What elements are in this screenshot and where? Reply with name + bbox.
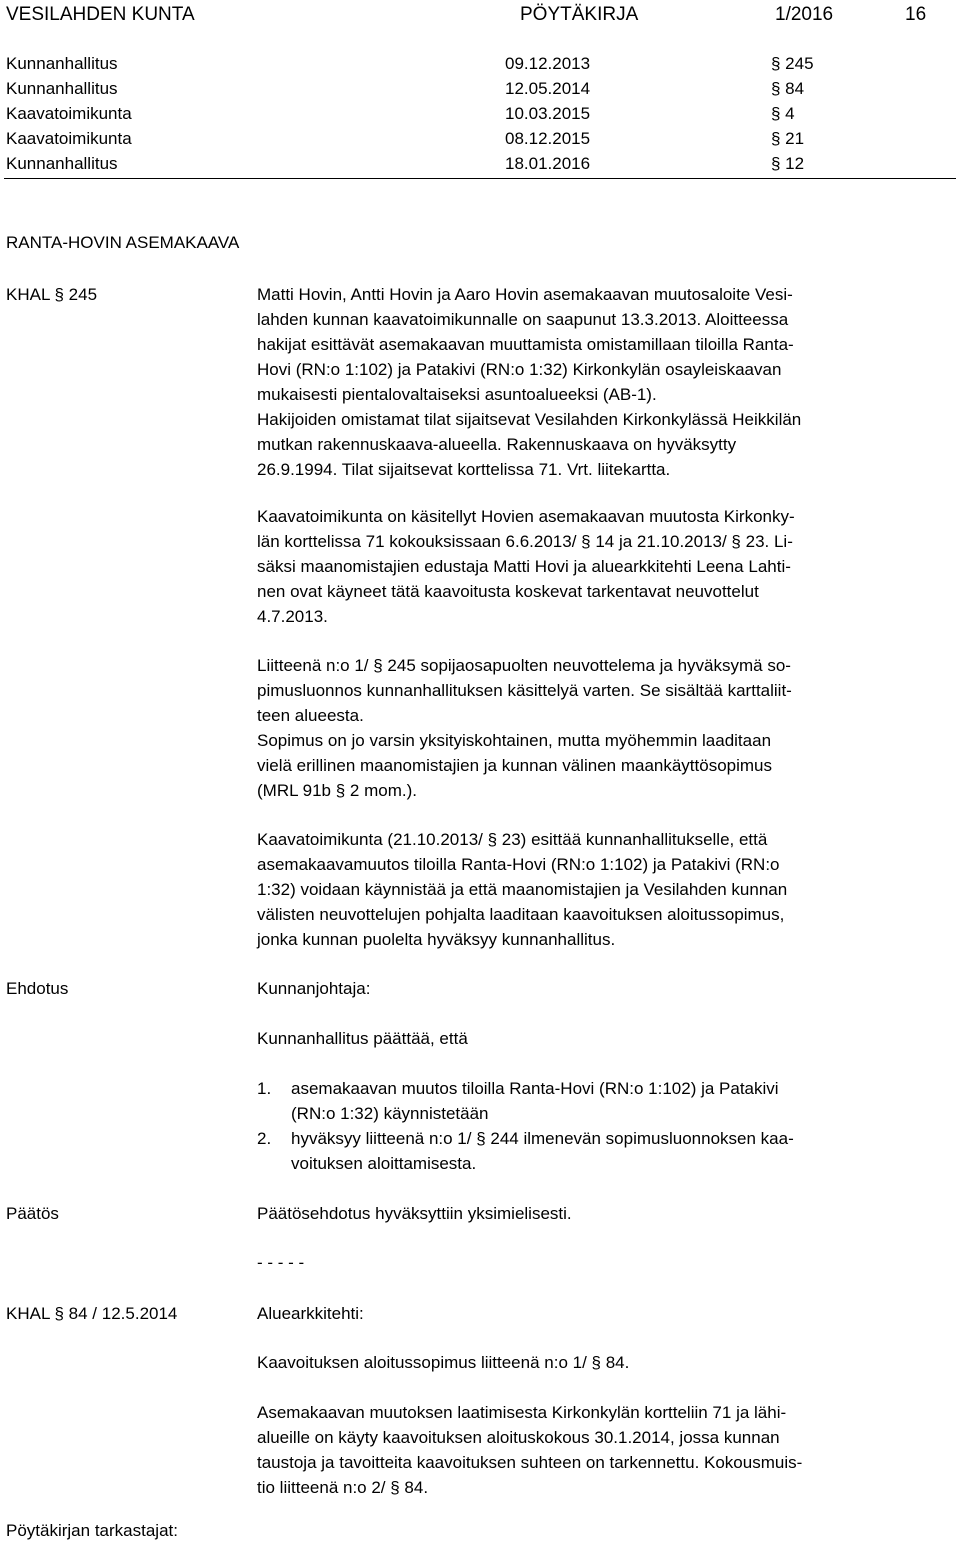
ehdotus-list bbox=[257, 1076, 957, 1176]
khal-245-paragraph-4 bbox=[257, 827, 957, 952]
text-line: 4.7.2013. bbox=[257, 607, 328, 626]
meeting-paragraph: § 21 bbox=[771, 129, 805, 148]
text-line: 26.9.1994. Tilat sijaitsevat korttelissa 71. Vrt. liitekartta. bbox=[257, 460, 671, 479]
issue-number: 1/2016 bbox=[775, 4, 834, 25]
meeting-body: Kunnanhallitus bbox=[6, 54, 118, 73]
text-line: asemakaavamuutos tiloilla Ranta-Hovi (RN:o 1:102) ja Patakivi (RN:o bbox=[257, 855, 780, 874]
meeting-row bbox=[6, 126, 906, 151]
text-line: hyväksyy liitteenä n:o 1/ § 244 ilmenevän sopimusluonnoksen kaa- bbox=[291, 1129, 794, 1148]
doc-type: PÖYTÄKIRJA bbox=[520, 4, 639, 25]
meeting-body: Kaavatoimikunta bbox=[6, 129, 132, 148]
list-item bbox=[257, 1126, 957, 1176]
header-divider bbox=[4, 178, 956, 179]
khal-245-paragraph-3 bbox=[257, 653, 957, 803]
text-line: jonka kunnan puolelta hyväksyy kunnanhallitus. bbox=[257, 930, 616, 949]
meeting-row bbox=[6, 76, 906, 101]
text-line: alueille on käyty kaavoituksen aloituskokous 30.1.2014, jossa kunnan bbox=[257, 1428, 780, 1447]
meeting-paragraph: § 84 bbox=[771, 79, 805, 98]
list-item-number: 1. bbox=[257, 1079, 272, 1098]
text-line: Kaavatoimikunta (21.10.2013/ § 23) esittää kunnanhallitukselle, että bbox=[257, 830, 768, 849]
section-separator: - - - - - bbox=[257, 1253, 305, 1272]
meeting-body: Kunnanhallitus bbox=[6, 154, 118, 173]
text-line: Kaavatoimikunta on käsitellyt Hovien asemakaavan muutosta Kirkonky- bbox=[257, 507, 795, 526]
page-number: 16 bbox=[905, 4, 927, 25]
text-line: Matti Hovin, Antti Hovin ja Aaro Hovin asemakaavan muutosaloite Vesi- bbox=[257, 285, 793, 304]
text-line: säksi maanomistajien edustaja Matti Hovi ja aluearkkitehti Leena Lahti- bbox=[257, 557, 791, 576]
text-line: asemakaavan muutos tiloilla Ranta-Hovi (RN:o 1:102) ja Patakivi bbox=[291, 1079, 779, 1098]
text-line: län korttelissa 71 kokouksissaan 6.6.2013/ § 14 ja 21.10.2013/ § 23. Li- bbox=[257, 532, 793, 551]
meeting-body: Kunnanhallitus bbox=[6, 79, 118, 98]
text-line: lahden kunnan kaavatoimikunnalle on saapunut 13.3.2013. Aloitteessa bbox=[257, 310, 789, 329]
ehdotus-intro: Kunnanhallitus päättää, että bbox=[257, 1029, 468, 1048]
section-label-ehdotus: Ehdotus bbox=[6, 979, 69, 998]
meeting-paragraph: § 12 bbox=[771, 154, 805, 173]
section-label-paatos: Päätös bbox=[6, 1204, 59, 1223]
section-label-khal-245: KHAL § 245 bbox=[6, 285, 98, 304]
text-line: mukaisesti pientalovaltaiseksi asuntoalueeksi (AB-1). bbox=[257, 385, 657, 404]
text-line: vielä erillinen maanomistajien ja kunnan välinen maankäyttösopimus bbox=[257, 756, 773, 775]
text-line: voituksen aloittamisesta. bbox=[291, 1154, 477, 1173]
text-line: mutkan rakennuskaava-alueella. Rakennuskaava on hyväksytty bbox=[257, 435, 737, 454]
text-line: 1:32) voidaan käynnistää ja että maanomistajien ja Vesilahden kunnan bbox=[257, 880, 788, 899]
list-item-number: 2. bbox=[257, 1129, 272, 1148]
paatos-text: Päätösehdotus hyväksyttiin yksimielisesti. bbox=[257, 1204, 572, 1223]
meeting-date: 12.05.2014 bbox=[505, 79, 591, 98]
khal-84-paragraph-2 bbox=[257, 1400, 957, 1500]
text-line: Hovi (RN:o 1:102) ja Patakivi (RN:o 1:32) Kirkonkylän osayleiskaavan bbox=[257, 360, 782, 379]
text-line: tio liitteenä n:o 2/ § 84. bbox=[257, 1478, 429, 1497]
meeting-body: Kaavatoimikunta bbox=[6, 104, 132, 123]
text-line: Hakijoiden omistamat tilat sijaitsevat Vesilahden Kirkonkylässä Heikkilän bbox=[257, 410, 802, 429]
text-line: välisten neuvottelujen pohjalta laaditaan kaavoituksen aloitussopimus, bbox=[257, 905, 785, 924]
text-line: (RN:o 1:32) käynnistetään bbox=[291, 1104, 489, 1123]
khal-245-paragraph-2 bbox=[257, 504, 957, 629]
meeting-paragraph: § 245 bbox=[771, 54, 814, 73]
text-line: hakijat esittävät asemakaavan muuttamista omistamillaan tiloilla Ranta- bbox=[257, 335, 794, 354]
text-line: pimusluonnos kunnanhallituksen käsittelyä varten. Se sisältää karttaliit- bbox=[257, 681, 792, 700]
meeting-date: 18.01.2016 bbox=[505, 154, 591, 173]
document-title: RANTA-HOVIN ASEMAKAAVA bbox=[6, 233, 240, 252]
meeting-date: 08.12.2015 bbox=[505, 129, 591, 148]
text-line: Asemakaavan muutoksen laatimisesta Kirkonkylän kortteliin 71 ja lähi- bbox=[257, 1403, 787, 1422]
meeting-row bbox=[6, 151, 906, 176]
text-line: Sopimus on jo varsin yksityiskohtainen, mutta myöhemmin laaditaan bbox=[257, 731, 772, 750]
ehdotus-author: Kunnanjohtaja: bbox=[257, 979, 371, 998]
khal-84-author: Aluearkkitehti: bbox=[257, 1304, 364, 1323]
footer-reviewers-label: Pöytäkirjan tarkastajat: bbox=[6, 1521, 178, 1540]
meeting-paragraph: § 4 bbox=[771, 104, 795, 123]
section-label-khal-84: KHAL § 84 / 12.5.2014 bbox=[6, 1304, 178, 1323]
meeting-row bbox=[6, 51, 906, 76]
meeting-date: 09.12.2013 bbox=[505, 54, 591, 73]
text-line: taustoja ja tavoitteita kaavoituksen suhteen on tarkennettu. Kokousmuis- bbox=[257, 1453, 803, 1472]
khal-245-paragraph-1 bbox=[257, 282, 957, 482]
text-line: teen alueesta. bbox=[257, 706, 364, 725]
text-line: Liitteenä n:o 1/ § 245 sopijaosapuolten neuvottelema ja hyväksymä so- bbox=[257, 656, 791, 675]
khal-84-paragraph-1: Kaavoituksen aloitussopimus liitteenä n:o 1/ § 84. bbox=[257, 1353, 630, 1372]
list-item bbox=[257, 1076, 957, 1126]
meeting-row bbox=[6, 101, 906, 126]
meeting-date: 10.03.2015 bbox=[505, 104, 591, 123]
org-name: VESILAHDEN KUNTA bbox=[6, 4, 195, 25]
text-line: (MRL 91b § 2 mom.). bbox=[257, 781, 417, 800]
text-line: nen ovat käyneet tätä kaavoitusta koskevat tarkentavat neuvottelut bbox=[257, 582, 759, 601]
